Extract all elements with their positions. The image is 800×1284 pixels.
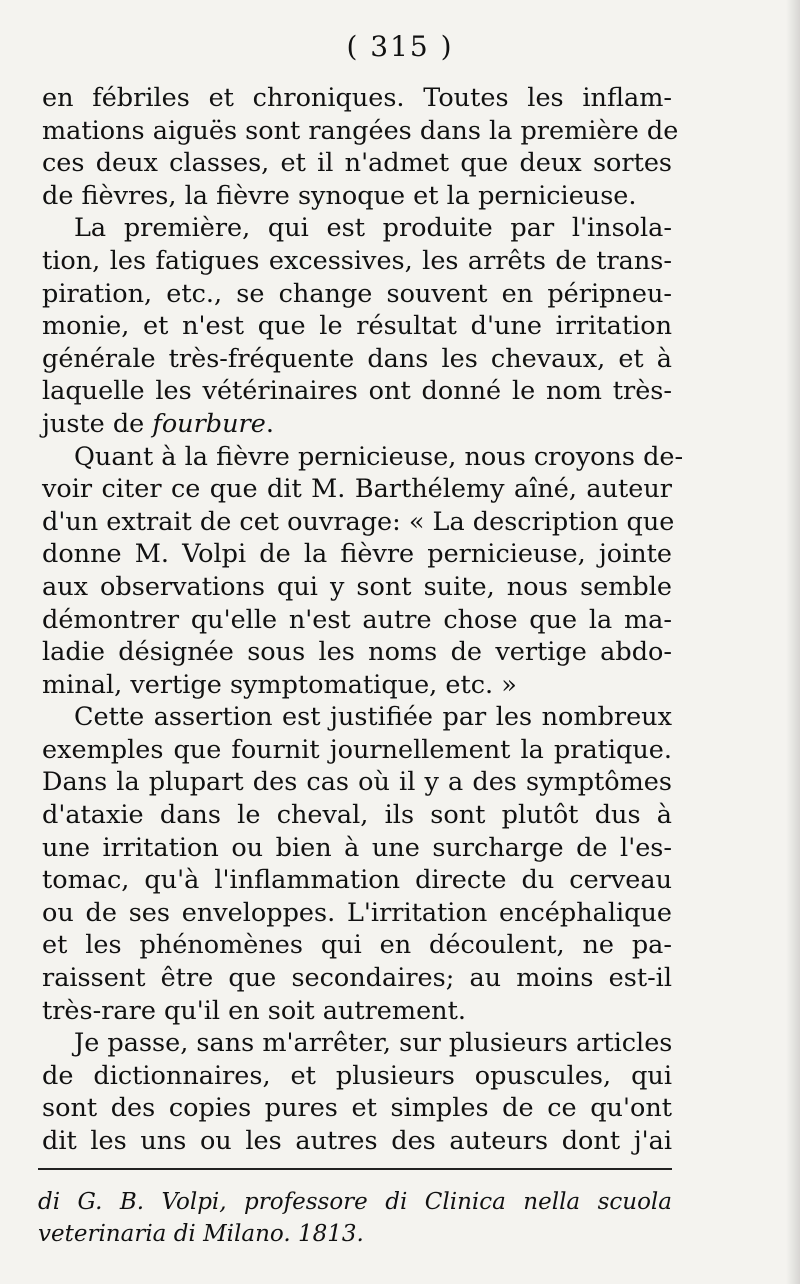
text-line: Cette assertion est justifiée par les nombreux bbox=[74, 702, 672, 733]
text-line: très-rare qu'il en soit autrement. bbox=[42, 995, 466, 1026]
text-line: Je passe, sans m'arrêter, sur plusieurs articles bbox=[74, 1028, 673, 1059]
text-line: démontrer qu'elle n'est autre chose que la ma- bbox=[42, 604, 672, 635]
text-line: d'un extrait de cet ouvrage: « La description que bbox=[42, 506, 675, 537]
footnote bbox=[38, 1186, 672, 1250]
text-line: piration, etc., se change souvent en péripneu- bbox=[42, 278, 672, 309]
footnote-divider bbox=[38, 1168, 672, 1170]
text-line: Quant à la fièvre pernicieuse, nous croyons de- bbox=[74, 441, 684, 472]
text-line: laquelle les vétérinaires ont donné le nom très- bbox=[42, 376, 672, 407]
text-line: mations aiguës sont rangées dans la première de bbox=[42, 115, 679, 146]
page-edge-shadow bbox=[786, 0, 800, 1284]
text-line: raissent être que secondaires; au moins est-il bbox=[42, 963, 672, 994]
text-line: juste de fourbure. bbox=[42, 408, 274, 439]
text-line: sont des copies pures et simples de ce qu'ont bbox=[42, 1093, 672, 1124]
text-line: une irritation ou bien à une surcharge de l'es- bbox=[42, 832, 672, 863]
text-line: de dictionnaires, et plusieurs opuscules, qui bbox=[42, 1060, 672, 1091]
text-line: tion, les fatigues excessives, les arrêts de trans- bbox=[42, 245, 672, 276]
text-line: et les phénomènes qui en découlent, ne pa- bbox=[42, 930, 672, 961]
footnote-line: veterinaria di Milano. 1813. bbox=[38, 1221, 364, 1247]
text-line: de fièvres, la fièvre synoque et la pernicieuse. bbox=[42, 180, 637, 211]
text-line: ladie désignée sous les noms de vertige abdo- bbox=[42, 637, 672, 668]
text-line: Dans la plupart des cas où il y a des symptômes bbox=[42, 767, 672, 798]
text-line: monie, et n'est que le résultat d'une irritation bbox=[42, 311, 672, 342]
text-line: en fébriles et chroniques. Toutes les inflam- bbox=[42, 83, 672, 113]
text-line: dit les uns ou les autres des auteurs dont j'ai bbox=[42, 1126, 672, 1156]
text-line: tomac, qu'à l'inflammation directe du cerveau bbox=[42, 865, 672, 896]
text-line: minal, vertige symptomatique, etc. » bbox=[42, 669, 517, 700]
text-line: d'ataxie dans le cheval, ils sont plutôt dus à bbox=[42, 800, 672, 831]
footnote-line: di G. B. Volpi, professore di Clinica nella scuola bbox=[38, 1189, 672, 1215]
text-line: générale très-fréquente dans les chevaux, et à bbox=[42, 343, 672, 374]
body-text bbox=[42, 82, 684, 1158]
text-line: La première, qui est produite par l'insola- bbox=[74, 213, 672, 244]
page-number: ( 315 ) bbox=[346, 30, 454, 63]
italic-term: fourbure bbox=[152, 408, 266, 439]
text-line: exemples que fournit journellement la pratique. bbox=[42, 734, 672, 765]
text-line: donne M. Volpi de la fièvre pernicieuse, jointe bbox=[42, 539, 672, 570]
text-line: ou de ses enveloppes. L'irritation encéphalique bbox=[42, 897, 672, 928]
text-line: ces deux classes, et il n'admet que deux sortes bbox=[42, 148, 672, 179]
text-line: aux observations qui y sont suite, nous semble bbox=[42, 571, 672, 602]
text-line: voir citer ce que dit M. Barthélemy aîné, auteur bbox=[42, 474, 672, 505]
